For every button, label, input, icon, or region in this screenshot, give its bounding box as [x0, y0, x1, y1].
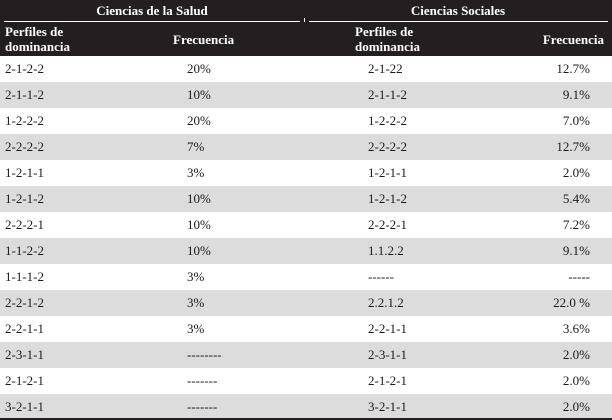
social-profile-cell: 1.1.2.2 [368, 243, 404, 258]
table-row [0, 56, 612, 82]
social-frequency-cell: 12.7% [556, 61, 590, 76]
social-profile-cell: 2-2-1-1 [368, 321, 407, 336]
health-profile-cell: 2-1-2-1 [5, 373, 44, 388]
health-profile-cell: 2-1-1-2 [5, 87, 44, 102]
health-frequency-cell: -------- [187, 347, 222, 362]
table-row [0, 394, 612, 420]
social-profile-cell: 2-2-2-1 [368, 217, 407, 232]
health-frequency-cell: 10% [187, 243, 211, 258]
health-profile-cell: 2-2-1-1 [5, 321, 44, 336]
health-profile-cell: 2-2-1-2 [5, 295, 44, 310]
table-body [0, 56, 612, 420]
social-profile-header: Perfiles de dominancia [355, 24, 421, 54]
health-frequency-cell: 3% [187, 295, 205, 310]
social-frequency-cell: 5.4% [562, 191, 590, 206]
social-frequency-cell: 2.0% [562, 399, 590, 414]
social-profile-cell: ------ [368, 269, 394, 284]
social-profile-cell: 3-2-1-1 [368, 399, 407, 414]
social-frequency-cell: 22.0 % [553, 295, 590, 310]
group-header-row [0, 0, 612, 22]
social-frequency-cell: 2.0% [562, 165, 590, 180]
health-frequency-cell: 20% [187, 113, 211, 128]
table-row [0, 212, 612, 238]
table-row [0, 238, 612, 264]
health-frequency-cell: 3% [187, 321, 205, 336]
health-frequency-cell: 10% [187, 191, 211, 206]
social-profile-cell: 1-2-1-1 [368, 165, 407, 180]
health-frequency-cell: 10% [187, 87, 211, 102]
health-frequency-cell: ------- [187, 373, 218, 388]
column-header-row [0, 22, 612, 56]
health-frequency-header: Frecuencia [173, 31, 235, 47]
table-row [0, 316, 612, 342]
social-profile-cell: 2-2-2-2 [368, 139, 407, 154]
health-frequency-cell: 3% [187, 165, 205, 180]
health-profile-cell: 3-2-1-1 [5, 399, 44, 414]
health-frequency-cell: ------- [187, 399, 218, 414]
social-profile-cell: 2.2.1.2 [368, 295, 404, 310]
health-frequency-cell: 7% [187, 139, 205, 154]
social-frequency-cell: 12.7% [556, 139, 590, 154]
health-profile-cell: 2-2-2-1 [5, 217, 44, 232]
health-frequency-cell: 20% [187, 61, 211, 76]
health-profile-cell: 1-2-2-2 [5, 113, 44, 128]
table-row [0, 290, 612, 316]
table-row [0, 264, 612, 290]
social-profile-cell: 2-1-22 [368, 61, 403, 76]
social-frequency-cell: 7.0% [562, 113, 590, 128]
social-profile-cell: 1-2-2-2 [368, 113, 407, 128]
social-frequency-cell: 9.1% [562, 243, 590, 258]
health-profile-cell: 2-1-2-2 [5, 61, 44, 76]
table-row [0, 82, 612, 108]
group-header-health: Ciencias de la Salud [96, 3, 208, 18]
group-header-social: Ciencias Sociales [410, 3, 506, 18]
social-profile-cell: 1-2-1-2 [368, 191, 407, 206]
health-profile-cell: 1-1-1-2 [5, 269, 44, 284]
health-frequency-cell: 3% [187, 269, 205, 284]
health-profile-cell: 2-2-2-2 [5, 139, 44, 154]
health-profile-cell: 1-2-1-1 [5, 165, 44, 180]
table-row [0, 160, 612, 186]
table-row [0, 108, 612, 134]
health-profile-header: Perfiles de dominancia [5, 24, 71, 54]
social-profile-cell: 2-1-1-2 [368, 87, 407, 102]
table-row [0, 134, 612, 160]
social-frequency-cell: ----- [568, 269, 590, 284]
social-profile-cell: 2-1-2-1 [368, 373, 407, 388]
table-row [0, 186, 612, 212]
social-frequency-cell: 2.0% [562, 347, 590, 362]
health-frequency-cell: 10% [187, 217, 211, 232]
health-profile-cell: 1-2-1-2 [5, 191, 44, 206]
social-frequency-cell: 7.2% [562, 217, 590, 232]
social-profile-cell: 2-3-1-1 [368, 347, 407, 362]
social-frequency-cell: 3.6% [562, 321, 590, 336]
table-row [0, 368, 612, 394]
table-row [0, 342, 612, 368]
health-profile-cell: 1-1-2-2 [5, 243, 44, 258]
social-frequency-cell: 2.0% [562, 373, 590, 388]
health-profile-cell: 2-3-1-1 [5, 347, 44, 362]
social-frequency-header: Frecuencia [542, 31, 604, 47]
social-frequency-cell: 9.1% [562, 87, 590, 102]
